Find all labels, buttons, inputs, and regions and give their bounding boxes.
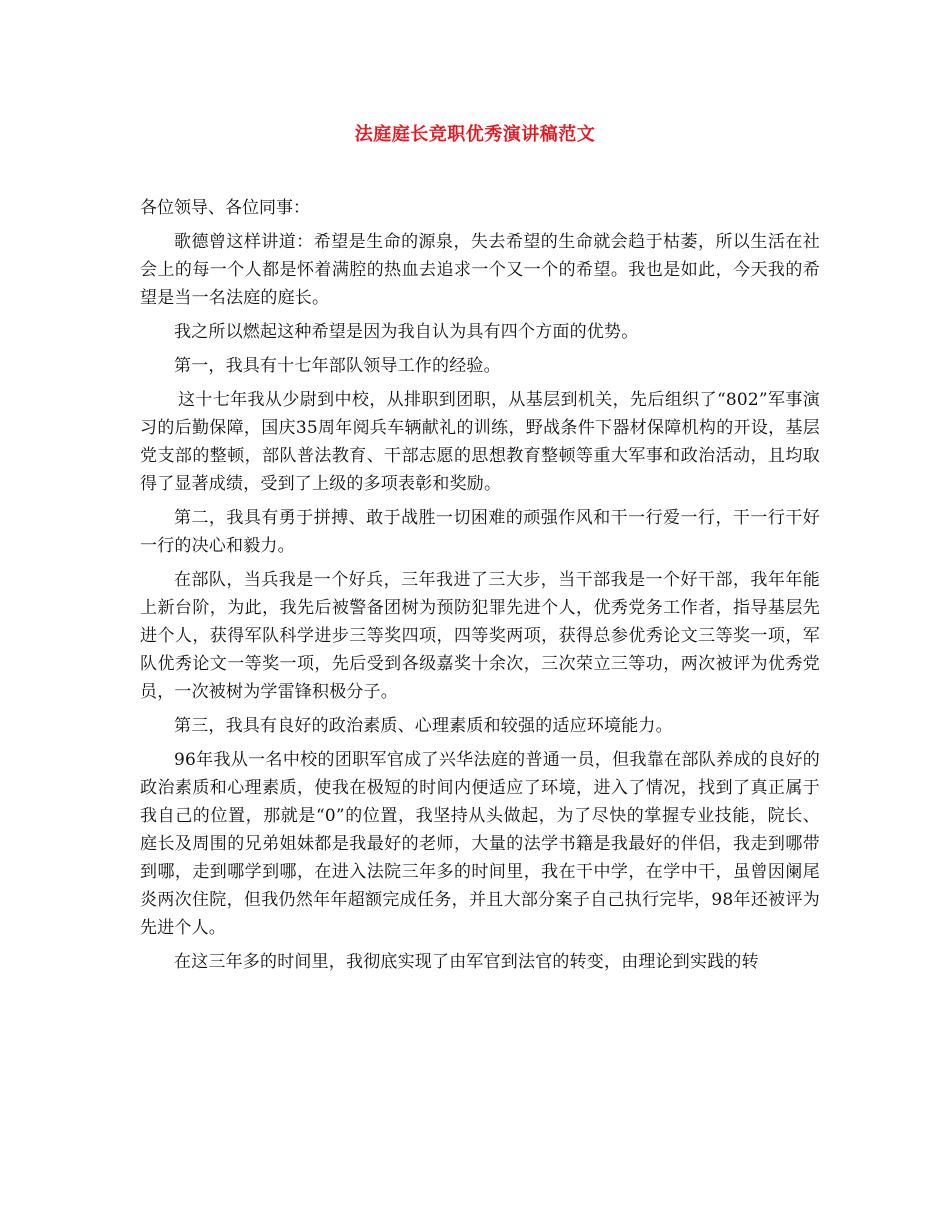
document-body (140, 194, 820, 976)
paragraph-goethe-quote: 歌德曾这样讲道：希望是生命的源泉，失去希望的生命就会趋于枯萎，所以生活在社会上的每一个人都是怀着满腔的热血去追求一个又一个的希望。我也是如此，今天我的希望是当一名法庭的庭长。 (140, 232, 820, 308)
paragraph-three-years: 在这三年多的时间里，我彻底实现了由军官到法官的转变，由理论到实践的转 (174, 952, 759, 972)
paragraph-military-experience: 这十七年我从少尉到中校，从排职到团职，从基层到机关，先后组织了“802”军事演习的后勤保障，国庆35周年阅兵车辆献礼的训练，野战条件下器材保障机构的开设，基层党支部的整顿，部队普法教育、干部志愿的思想教育整顿等重大军事和政治活动，且均取得了显著成绩，受到了上级的多项表彰和奖励。 (140, 390, 820, 494)
paragraph-first-advantage: 第一，我具有十七年部队领导工作的经验。 (174, 356, 501, 376)
paragraph-army-honors: 在部队，当兵我是一个好兵，三年我进了三大步，当干部我是一个好干部，我年年能上新台阶，为此，我先后被警备团树为预防犯罪先进个人，优秀党务工作者，指导基层先进个人，获得军队科学进步三等奖四项，四等奖两项，获得总参优秀论文三等奖一项，军队优秀论文一等奖一项，先后受到各级嘉奖十余次，三次荣立三等功，两次被评为优秀党员，一次被树为学雷锋积极分子。 (140, 570, 820, 702)
paragraph-court-transition: 96年我从一名中校的团职军官成了兴华法庭的普通一员，但我靠在部队养成的良好的政治素质和心理素质，使我在极短的时间内便适应了环境，进入了情况，找到了真正属于我自己的位置，那就是“0”的位置，我坚持从头做起，为了尽快的掌握专业技能，院长、庭长及周围的兄弟姐妹都是我最好的老师，大量的法学书籍是我最好的伴侣，我走到哪带到哪，走到哪学到哪，在进入法院三年多的时间里，我在干中学，在学中干，虽曾因阑尾炎两次住院，但我仍然年年超额完成任务，并且大部分案子自己执行完毕，98年还被评为先进个人。 (140, 750, 820, 938)
salutation: 各位领导、各位同事： (140, 198, 310, 218)
document-title: 法庭庭长竞职优秀演讲稿范文 (354, 124, 596, 145)
paragraph-second-advantage: 第二，我具有勇于拼搏、敢于战胜一切困难的顽强作风和干一行爱一行，干一行干好一行的决心和毅力。 (140, 508, 820, 556)
paragraph-four-advantages: 我之所以燃起这种希望是因为我自认为具有四个方面的优势。 (174, 322, 639, 342)
paragraph-third-advantage: 第三，我具有良好的政治素质、心理素质和较强的适应环境能力。 (174, 716, 673, 736)
